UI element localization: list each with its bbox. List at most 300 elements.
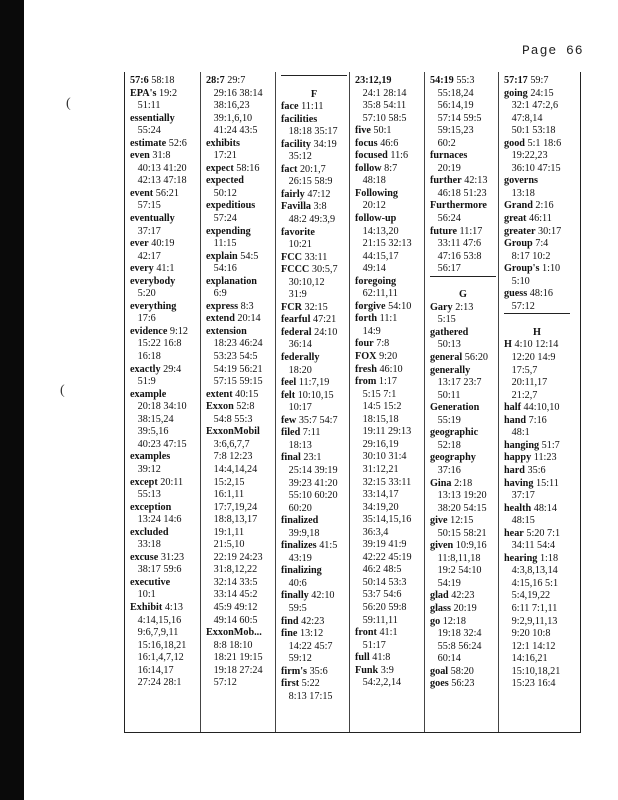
index-entry: 60:14	[430, 653, 461, 665]
index-entry: 50:13	[430, 339, 461, 351]
index-entry: 15:10,18,21	[504, 665, 561, 677]
index-entry: ever 40:19	[130, 238, 175, 250]
index-entry: FOX 9:20	[355, 351, 398, 363]
index-entry: evidence 9:12	[130, 325, 189, 337]
index-entry: given 10:9,16	[430, 540, 487, 552]
index-entry: 16:18	[130, 351, 161, 363]
index-entry: 57:12	[206, 677, 237, 689]
index-entry: 35:14,15,16	[355, 514, 412, 526]
index-entry: 50:15 58:21	[430, 527, 487, 539]
index-entry: 51:9	[130, 376, 156, 388]
index-entry: finalizes 41:5	[281, 540, 338, 552]
index-column-4	[355, 75, 412, 690]
index-entry: 37:16	[430, 464, 461, 476]
index-entry: going 24:15	[504, 87, 554, 99]
index-entry: 60:2	[430, 137, 456, 149]
index-entry: health 48:14	[504, 502, 557, 514]
index-entry: 45:9 49:12	[206, 601, 258, 613]
index-entry: 5:20	[130, 288, 156, 300]
index-entry: Exxon 52:8	[206, 401, 255, 413]
index-entry: 9:2,9,11,13	[504, 615, 558, 627]
index-entry: guess 48:16	[504, 288, 553, 300]
index-entry: exactly 29:4	[130, 363, 182, 375]
index-entry: Generation	[430, 402, 480, 414]
index-entry: 14:5 15:2	[355, 401, 402, 413]
index-entry: happy 11:23	[504, 452, 557, 464]
index-entry: 11:15	[206, 238, 237, 250]
index-entry: front 41:1	[355, 627, 398, 639]
index-entry: 4:3,8,13,14	[504, 565, 558, 577]
index-entry: Following	[355, 187, 399, 199]
index-entry: essentially	[130, 112, 175, 124]
index-column-3	[281, 75, 347, 703]
index-entry: Funk 3:9	[355, 664, 394, 676]
index-entry: 23:12,19	[355, 75, 392, 86]
index-entry: 32:15 33:11	[355, 476, 412, 488]
index-entry: 6:11 7:1,11	[504, 602, 558, 614]
index-entry: 42:13 47:18	[130, 175, 187, 187]
index-entry: 33:11 47:6	[430, 238, 482, 250]
index-entry: goal 58:20	[430, 665, 474, 677]
index-entry: 29:16 38:14	[206, 87, 263, 99]
index-entry: 37:17	[130, 225, 161, 237]
index-entry: 5:4,19,22	[504, 590, 551, 602]
index-entry: 50:14 53:3	[355, 576, 407, 588]
index-entry: governs	[504, 175, 538, 187]
index-entry: FCCC 30:5,7	[281, 264, 338, 276]
index-entry: 25:14 39:19	[281, 464, 338, 476]
index-entry: 15:22 16:8	[130, 338, 182, 350]
index-entry: expected	[206, 175, 244, 187]
index-entry: 57:10 58:5	[355, 112, 407, 124]
index-entry: expending	[206, 225, 251, 237]
index-entry: fresh 46:10	[355, 363, 403, 375]
index-entry: 39:1,6,10	[206, 112, 253, 124]
index-entry: 14:9	[355, 325, 381, 337]
index-entry: good 5:1 18:6	[504, 137, 562, 149]
index-entry: 39:9,18	[281, 527, 320, 539]
index-entry: 18:8,13,17	[206, 514, 258, 526]
section-letter-heading: H	[533, 326, 541, 338]
index-entry: 20:12	[355, 200, 386, 212]
index-entry: future 11:17	[430, 225, 483, 237]
index-entry: hanging 51:7	[504, 439, 560, 451]
index-entry: 41:24 43:5	[206, 125, 258, 137]
index-entry: 46:2 48:5	[355, 564, 402, 576]
index-entry: exception	[130, 501, 172, 513]
index-entry: half 44:10,10	[504, 402, 560, 414]
index-entry: 7:8 12:23	[206, 451, 253, 463]
index-entry: 31:8,12,22	[206, 564, 258, 576]
index-entry: FCC 33:11	[281, 251, 328, 263]
index-entry: 54:8 55:3	[206, 413, 253, 425]
index-entry: 13:13 19:20	[430, 490, 487, 502]
index-entry: 14:22 45:7	[281, 640, 333, 652]
index-entry: 21:5,10	[206, 539, 245, 551]
index-entry: 19:18 27:24	[206, 664, 263, 676]
index-entry: 33:14 45:2	[206, 589, 258, 601]
index-entry: 47:8,14	[504, 112, 543, 124]
index-entry: Group 7:4	[504, 238, 549, 250]
index-entry: 9:6,7,9,11	[130, 627, 179, 639]
index-entry: furnaces	[430, 150, 468, 162]
column-rule	[275, 72, 276, 732]
index-entry: 17:6	[130, 313, 156, 325]
index-entry: gathered	[430, 326, 469, 338]
index-entry: 59:15,23	[430, 125, 474, 137]
index-entry: 20:19	[430, 162, 461, 174]
index-entry: follow-up	[355, 213, 397, 225]
index-entry: 39:5,16	[130, 426, 169, 438]
index-entry: 30:10,12	[281, 276, 325, 288]
index-entry: explanation	[206, 275, 257, 287]
index-entry: having 15:11	[504, 477, 559, 489]
index-entry: eventually	[130, 213, 175, 225]
index-entry: 22:19 24:23	[206, 551, 263, 563]
index-entry: 52:18	[430, 439, 461, 451]
index-entry: 5:15 7:1	[355, 388, 397, 400]
index-entry: 14:4,14,24	[206, 463, 258, 475]
index-entry: 19:22,23	[504, 150, 548, 162]
index-entry: finally 42:10	[281, 590, 335, 602]
index-entry: 30:10 31:4	[355, 451, 407, 463]
index-entry: few 35:7 54:7	[281, 414, 338, 426]
index-entry: face 11:11	[281, 101, 324, 113]
index-entry: 57:12	[504, 300, 535, 312]
index-entry: 9:20 10:8	[504, 628, 551, 640]
index-entry: forgive 54:10	[355, 300, 412, 312]
index-entry: 15:23 16:4	[504, 678, 556, 690]
index-entry: federal 24:10	[281, 326, 338, 338]
index-entry: 38:15,24	[130, 413, 174, 425]
index-entry: Exhibit 4:13	[130, 601, 183, 613]
index-entry: 49:14	[355, 263, 386, 275]
index-entry: 20:11,17	[504, 377, 548, 389]
index-entry: 19:18 32:4	[430, 628, 482, 640]
index-entry: 19:1,11	[206, 526, 245, 538]
index-entry: 13:24 14:6	[130, 514, 182, 526]
index-entry: 4:14,15,16	[130, 614, 182, 626]
index-entry: 17:5,7	[504, 364, 538, 376]
index-entry: 4:15,16 5:1	[504, 577, 559, 589]
index-entry: 47:16 53:8	[430, 250, 482, 262]
index-entry: 55:13	[130, 489, 161, 501]
index-entry: 57:15	[130, 200, 161, 212]
index-entry: except 20:11	[130, 476, 184, 488]
index-entry: 14:13,20	[355, 225, 399, 237]
index-entry: first 5:22	[281, 678, 320, 690]
index-entry: 21:15 32:13	[355, 238, 412, 250]
index-entry: 33:14,17	[355, 489, 399, 501]
index-entry: EPA's 19:2	[130, 87, 178, 99]
index-entry: 18:20	[281, 364, 312, 376]
index-entry: explain 54:5	[206, 250, 259, 262]
index-entry: 56:17	[430, 263, 461, 275]
index-entry: 17:21	[206, 150, 237, 162]
index-entry: 18:21 19:15	[206, 652, 263, 664]
index-entry: 56:24	[430, 213, 461, 225]
index-entry: 53:7 54:6	[355, 589, 402, 601]
index-entry: 55:18,24	[430, 87, 474, 99]
index-entry: fact 20:1,7	[281, 163, 326, 175]
heading-rule	[281, 75, 347, 89]
index-entry: 57:15 59:15	[206, 376, 263, 388]
index-column-6	[504, 75, 570, 691]
index-entry: filed 7:11	[281, 427, 321, 439]
index-entry: extend 20:14	[206, 313, 261, 325]
index-entry: give 12:15	[430, 515, 474, 527]
index-entry: find 42:23	[281, 615, 325, 627]
margin-mark: (	[66, 96, 71, 111]
index-entry: 31:9	[281, 289, 307, 301]
index-entry: 54:19	[430, 577, 461, 589]
index-entry: 3:6,6,7,7	[206, 438, 250, 450]
index-entry: 57:14 59:5	[430, 112, 482, 124]
index-entry: four 7:8	[355, 338, 390, 350]
index-entry: 13:18	[504, 187, 535, 199]
index-entry: five 50:1	[355, 125, 392, 137]
index-entry: 34:11 54:4	[504, 540, 556, 552]
index-entry: focus 46:6	[355, 137, 399, 149]
index-entry: 16:1,4,7,12	[130, 652, 184, 664]
column-rule	[200, 72, 201, 732]
index-entry: 44:15,17	[355, 250, 399, 262]
index-entry: 8:17 10:2	[504, 250, 551, 262]
index-entry: 19:11 29:13	[355, 426, 412, 438]
index-entry: 62:11,11	[355, 288, 398, 300]
index-entry: feel 11:7,19	[281, 377, 330, 389]
index-entry: excuse 31:23	[130, 551, 185, 563]
index-entry: estimate 52:6	[130, 137, 187, 149]
index-entry: full 41:8	[355, 652, 391, 664]
index-entry: 32:14 33:5	[206, 576, 258, 588]
index-entry: 40:23 47:15	[130, 438, 187, 450]
index-entry: 38:20 54:15	[430, 502, 487, 514]
index-column-1	[130, 75, 188, 690]
index-entry: extension	[206, 325, 247, 337]
index-entry: from 1:17	[355, 376, 397, 388]
index-entry: Favilla 3:8	[281, 201, 327, 213]
index-entry: 46:18 51:23	[430, 187, 487, 199]
index-entry: even 31:8	[130, 150, 171, 162]
index-entry: 55:8 56:24	[430, 640, 482, 652]
index-entry: 55:24	[130, 125, 161, 137]
index-entry: ExxonMobil	[206, 426, 260, 438]
index-entry: ExxonMob...	[206, 627, 262, 639]
index-entry: Grand 2:16	[504, 200, 554, 212]
index-entry: 31:12,21	[355, 463, 399, 475]
index-entry: 57:17 59:7	[504, 75, 549, 86]
index-entry: extent 40:15	[206, 388, 259, 400]
index-entry: 36:3,4	[355, 526, 389, 538]
index-entry: 54:19 56:21	[206, 363, 263, 375]
section-letter-heading: G	[459, 289, 467, 301]
index-entry: finalized	[281, 515, 319, 527]
index-entry: 48:15	[504, 515, 535, 527]
index-entry: 6:9	[206, 288, 227, 300]
index-entry: 16:1,11	[206, 489, 245, 501]
column-rule	[424, 72, 425, 732]
index-entry: 5:15	[430, 314, 456, 326]
index-entry: 43:19	[281, 552, 312, 564]
index-entry: 12:1 14:12	[504, 640, 556, 652]
index-entry: 28:7 29:7	[206, 75, 246, 86]
index-entry: goes 56:23	[430, 678, 475, 690]
index-entry: 5:10	[504, 275, 530, 287]
index-entry: 56:14,19	[430, 100, 474, 112]
index-entry: FCR 32:15	[281, 301, 328, 313]
index-entry: general 56:20	[430, 352, 489, 364]
index-entry: 60:20	[281, 502, 312, 514]
index-entry: 16:14,17	[130, 664, 174, 676]
index-entry: final 23:1	[281, 452, 322, 464]
index-entry: H 4:10 12:14	[504, 339, 559, 351]
index-entry: 32:1 47:2,6	[504, 100, 559, 112]
index-entry: 36:10 47:15	[504, 162, 561, 174]
index-entry: hand 7:16	[504, 414, 547, 426]
index-entry: 18:18 35:17	[281, 126, 338, 138]
index-entry: finalizing	[281, 565, 322, 577]
index-entry: 33:18	[130, 539, 161, 551]
index-entry: go 12:18	[430, 615, 466, 627]
index-entry: 57:6 58:18	[130, 75, 175, 86]
index-entry: geographic	[430, 427, 479, 439]
index-entry: every 41:1	[130, 263, 175, 275]
index-entry: 35:8 54:11	[355, 100, 407, 112]
index-entry: 40:13 41:20	[130, 162, 187, 174]
index-entry: 42:17	[130, 250, 161, 262]
index-entry: 29:16,19	[355, 438, 399, 450]
index-entry: expect 58:16	[206, 162, 260, 174]
page-number: Page 66	[522, 43, 584, 58]
index-entry: facilities	[281, 113, 318, 125]
index-entry: 50:1 53:18	[504, 125, 556, 137]
index-entry: 54:2,2,14	[355, 677, 402, 689]
index-entry: 18:13	[281, 439, 312, 451]
index-entry: Furthermore	[430, 200, 487, 212]
index-entry: 54:16	[206, 263, 237, 275]
index-entry: glass 20:19	[430, 602, 477, 614]
index-entry: 15:16,18,21	[130, 639, 187, 651]
index-entry: 38:17 59:6	[130, 564, 182, 576]
index-entry: 37:17	[504, 490, 535, 502]
index-entry: executive	[130, 576, 171, 588]
index-entry: follow 8:7	[355, 162, 398, 174]
index-entry: generally	[430, 364, 471, 376]
index-entry: 50:11	[430, 389, 461, 401]
index-entry: 51:17	[355, 639, 386, 651]
index-entry: 40:6	[281, 577, 307, 589]
index-entry: hard 35:6	[504, 464, 546, 476]
index-entry: 18:23 46:24	[206, 338, 263, 350]
index-entry: Gary 2:13	[430, 301, 474, 313]
index-entry: 38:16,23	[206, 100, 250, 112]
index-entry: glad 42:23	[430, 590, 475, 602]
index-entry: 13:17 23:7	[430, 377, 482, 389]
index-entry: fearful 47:21	[281, 314, 337, 326]
index-entry: 39:12	[130, 463, 161, 475]
index-entry: felt 10:10,15	[281, 389, 334, 401]
index-entry: 24:1 28:14	[355, 87, 407, 99]
index-entry: 11:8,11,18	[430, 552, 481, 564]
index-entry: event 56:21	[130, 187, 179, 199]
index-entry: 57:24	[206, 213, 237, 225]
index-entry: further 42:13	[430, 175, 488, 187]
column-rule	[498, 72, 499, 732]
index-entry: 35:12	[281, 151, 312, 163]
index-entry: 19:2 54:10	[430, 565, 482, 577]
index-entry: 56:20 59:8	[355, 601, 407, 613]
index-entry: 48:1	[504, 427, 530, 439]
index-entry: greater 30:17	[504, 225, 562, 237]
margin-mark: (	[60, 383, 65, 398]
index-entry: fine 13:12	[281, 628, 324, 640]
index-entry: 54:19 55:3	[430, 75, 475, 86]
index-entry: 21:2,7	[504, 389, 538, 401]
index-entry: 48:18	[355, 175, 386, 187]
index-entry: 50:12	[206, 187, 237, 199]
index-entry: hear 5:20 7:1	[504, 527, 561, 539]
heading-rule	[430, 276, 496, 290]
index-entry: geography	[430, 452, 476, 464]
index-entry: 26:15 58:9	[281, 176, 333, 188]
index-entry: 39:23 41:20	[281, 477, 338, 489]
index-entry: 48:2 49:3,9	[281, 214, 336, 226]
index-entry: 59:5	[281, 602, 307, 614]
index-entry: examples	[130, 451, 171, 463]
index-entry: 36:14	[281, 339, 312, 351]
index-entry: 59:12	[281, 653, 312, 665]
index-entry: foregoing	[355, 275, 397, 287]
index-entry: everything	[130, 300, 177, 312]
index-entry: great 46:11	[504, 213, 552, 225]
index-entry: 49:14 60:5	[206, 614, 258, 626]
index-entry: 39:19 41:9	[355, 539, 407, 551]
binding-edge	[0, 0, 24, 800]
index-entry: forth 11:1	[355, 313, 398, 325]
section-letter-heading: F	[310, 88, 318, 100]
index-entry: expeditious	[206, 200, 256, 212]
index-entry: 10:21	[281, 239, 312, 251]
index-entry: 12:20 14:9	[504, 352, 556, 364]
index-entry: 42:22 45:19	[355, 551, 412, 563]
index-entry: exhibits	[206, 137, 240, 149]
index-entry: hearing 1:18	[504, 552, 559, 564]
heading-rule	[504, 313, 570, 327]
index-entry: 15:2,15	[206, 476, 245, 488]
index-entry: 17:7,19,24	[206, 501, 258, 513]
index-entry: express 8:3	[206, 300, 254, 312]
index-entry: 34:19,20	[355, 501, 399, 513]
index-entry: 20:18 34:10	[130, 401, 187, 413]
index-column-5	[430, 75, 496, 691]
index-entry: 27:24 28:1	[130, 677, 182, 689]
index-entry: 51:11	[130, 100, 161, 112]
index-entry: facility 34:19	[281, 138, 337, 150]
index-entry: fairly 47:12	[281, 188, 331, 200]
index-entry: 53:23 54:5	[206, 351, 258, 363]
index-entry: excluded	[130, 526, 169, 538]
index-entry: Gina 2:18	[430, 477, 473, 489]
index-entry: firm's 35:6	[281, 665, 328, 677]
column-rule	[349, 72, 350, 732]
index-entry: 14:16,21	[504, 653, 548, 665]
index-entry: everybody	[130, 275, 176, 287]
index-entry: Group's 1:10	[504, 263, 561, 275]
index-entry: 10:17	[281, 402, 312, 414]
index-entry: 59:11,11	[355, 614, 398, 626]
index-entry: favorite	[281, 226, 315, 238]
